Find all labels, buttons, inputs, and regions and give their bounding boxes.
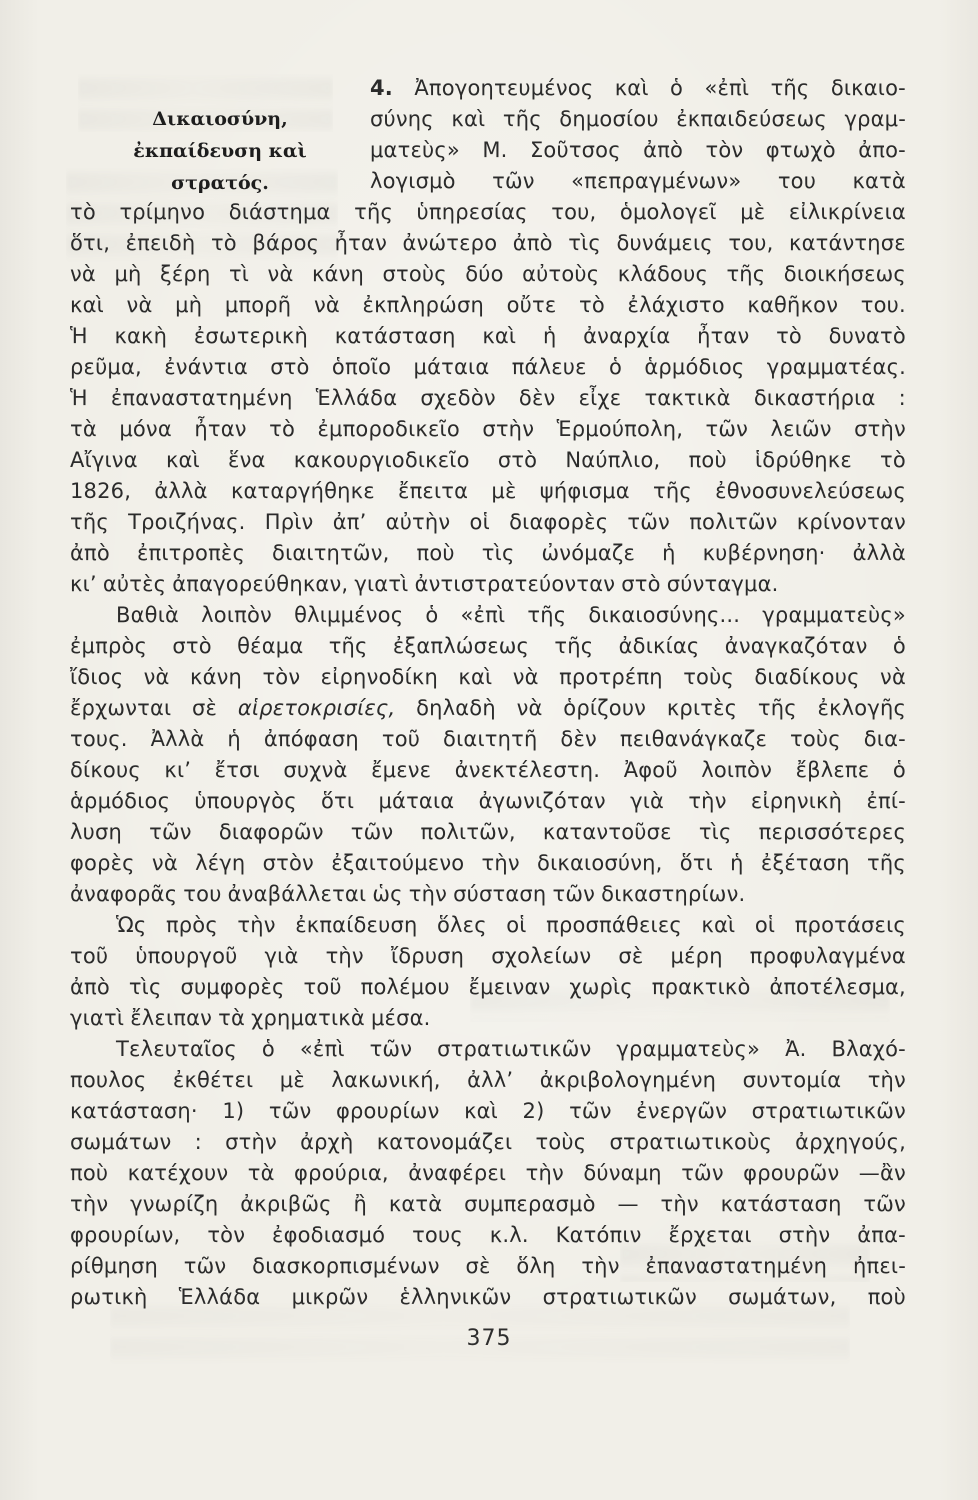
text-line: δίκους κι’ ἔτσι συχνὰ ἔμενε ἀνεκτέλεστη. Ἀφοῦ λοιπὸν ἔβλεπε ὁ <box>70 758 906 782</box>
text-line: τους. Ἀλλὰ ἡ ἀπόφαση τοῦ διαιτητῆ δὲν πειθανάγκαζε τοὺς δια- <box>70 727 906 751</box>
text-line: ποὺ κατέχουν τὰ φρούρια, ἀναφέρει τὴν δύναμη τῶν φρουρῶν —ἂν <box>70 1161 906 1185</box>
text-block <box>70 76 906 1316</box>
text-line: ἁρμόδιος ὑπουργὸς ὅτι μάταια ἀγωνιζόταν γιὰ τὴν εἰρηνικὴ ἐπί- <box>70 789 906 813</box>
text-line: ρωτικὴ Ἑλλάδα μικρῶν ἑλληνικῶν στρατιωτικῶν σωμάτων, ποὺ <box>70 1285 906 1309</box>
text-line: γιατὶ ἔλειπαν τὰ χρηματικὰ μέσα. <box>70 1006 431 1030</box>
text-line: Τελευταῖος ὁ «ἐπὶ τῶν στρατιωτικῶν γραμματεὺς» Ἀ. Βλαχό- <box>116 1037 906 1061</box>
text-line: φρουρίων, τὸν ἐφοδιασμό τους κ.λ. Κατόπιν ἔρχεται στὴν ἀπα- <box>70 1223 906 1247</box>
text-line: καὶ νὰ μὴ μπορῆ νὰ ἐκπληρώση οὔτε τὸ ἐλάχιστο καθῆκον του. <box>70 293 906 317</box>
margin-note-cell <box>70 76 370 200</box>
text-line: κι’ αὐτὲς ἀπαγορεύθηκαν, γιατὶ ἀντιστρατεύονταν στὸ σύνταγμα. <box>70 572 779 596</box>
text-line: σύνης καὶ τῆς δημοσίου ἐκπαιδεύσεως γραμ- <box>370 107 906 131</box>
text-line: πουλος ἐκθέτει μὲ λακωνική, ἀλλ’ ἀκριβολογημένη συντομία τὴν <box>70 1068 906 1092</box>
text-line: τοῦ ὑπουργοῦ γιὰ τὴν ἴδρυση σχολείων σὲ μέρη προφυλαγμένα <box>70 944 906 968</box>
text-line: ματεὺς» Μ. Σοῦτσος ἀπὸ τὸν φτωχὸ ἀπο- <box>370 138 906 162</box>
page-number: 375 <box>466 1326 512 1351</box>
text-line: ἀπὸ τὶς συμφορὲς τοῦ πολέμου ἔμειναν χωρὶς πρακτικὸ ἀποτέλεσμα, <box>70 975 906 999</box>
text-line: ἴδιος νὰ κάνη τὸν εἰρηνοδίκη καὶ νὰ προτρέπη τοὺς διαδίκους νὰ <box>70 665 906 689</box>
text-line: ἐμπρὸς στὸ θέαμα τῆς ἐξαπλώσεως τῆς ἀδικίας ἀναγκαζόταν ὁ <box>70 634 906 658</box>
text-line: Ὡς πρὸς τὴν ἐκπαίδευση ὅλες οἱ προσπάθειες καὶ οἱ προτάσεις <box>116 913 906 937</box>
text-line: Ἡ ἐπαναστατημένη Ἑλλάδα σχεδὸν δὲν εἶχε τακτικὰ δικαστήρια : <box>70 386 906 410</box>
text-line: Βαθιὰ λοιπὸν θλιμμένος ὁ «ἐπὶ τῆς δικαιοσύνης... γραμματεὺς» <box>116 603 906 627</box>
text-line: ἀναφορᾶς του ἀναβάλλεται ὡς τὴν σύσταση τῶν δικαστηρίων. <box>70 882 746 906</box>
opening-paragraph <box>370 76 906 200</box>
text-line: λυση τῶν διαφορῶν τῶν πολιτῶν, καταντοῦσε τὶς περισσότερες <box>70 820 906 844</box>
text-line: λογισμὸ τῶν «πεπραγμένων» του κατὰ <box>370 169 906 193</box>
text-line: νὰ μὴ ξέρη τὶ νὰ κάνη στοὺς δύο αὐτοὺς κλάδους τῆς διοικήσεως <box>70 262 906 286</box>
text-line: τὰ μόνα ἦταν τὸ ἐμποροδικεῖο στὴν Ἑρμούπολη, τῶν λειῶν στὴν <box>70 417 906 441</box>
text-line: ὅτι, ἐπειδὴ τὸ βάρος ἦταν ἀνώτερο ἀπὸ τὶς δυνάμεις του, κατάντησε <box>70 231 906 255</box>
text-line: 4. Ἀπογοητευμένος καὶ ὁ «ἐπὶ τῆς δικαιο- <box>370 76 906 100</box>
body-text <box>70 200 906 1316</box>
text-line: φορὲς νὰ λέγη στὸν ἐξαιτούμενο τὴν δικαιοσύνη, ὅτι ἡ ἐξέταση τῆς <box>70 851 906 875</box>
text-line: σωμάτων : στὴν ἀρχὴ κατονομάζει τοὺς στρατιωτικοὺς ἀρχηγούς, <box>70 1130 906 1154</box>
text-line: τὸ τρίμηνο διάστημα τῆς ὑπηρεσίας του, ὁμολογεῖ μὲ εἰλικρίνεια <box>70 200 906 224</box>
section-opening <box>70 76 906 200</box>
text-line: τὴν γνωρίζη ἀκριβῶς ἢ κατὰ συμπερασμὸ — τὴν κατάσταση τῶν <box>70 1192 906 1216</box>
text-line: 1826, ἀλλὰ καταργήθηκε ἔπειτα μὲ ψήφισμα τῆς ἐθνοσυνελεύσεως <box>70 479 906 503</box>
text-line: Αἴγινα καὶ ἕνα κακουργιοδικεῖο στὸ Ναύπλιο, ποὺ ἱδρύθηκε τὸ <box>70 448 906 472</box>
text-line: ρεῦμα, ἐνάντια στὸ ὁποῖο μάταια πάλευε ὁ ἁρμόδιος γραμματέας. <box>70 355 906 379</box>
margin-note: Δικαιοσύνη, ἐκπαίδευση καὶ στρατός. <box>133 108 307 194</box>
text-line: Ἡ κακὴ ἐσωτερικὴ κατάσταση καὶ ἡ ἀναρχία ἦταν τὸ δυνατὸ <box>70 324 906 348</box>
text-line: ρίθμηση τῶν διασκορπισμένων σὲ ὅλη τὴν ἐπαναστατημένη ἠπει- <box>70 1254 906 1278</box>
text-line: τῆς Τροιζήνας. Πρὶν ἀπ’ αὐτὴν οἱ διαφορὲς τῶν πολιτῶν κρίνονταν <box>70 510 906 534</box>
text-line: ἀπὸ ἐπιτροπὲς διαιτητῶν, ποὺ τὶς ὠνόμαζε ἡ κυβέρνηση· ἀλλὰ <box>70 541 906 565</box>
text-line: κατάσταση· 1) τῶν φρουρίων καὶ 2) τῶν ἐνεργῶν στρατιωτικῶν <box>70 1099 906 1123</box>
text-line: ἔρχωνται σὲ αἱρετοκρισίες, δηλαδὴ νὰ ὁρίζουν κριτὲς τῆς ἐκλογῆς <box>70 696 906 720</box>
